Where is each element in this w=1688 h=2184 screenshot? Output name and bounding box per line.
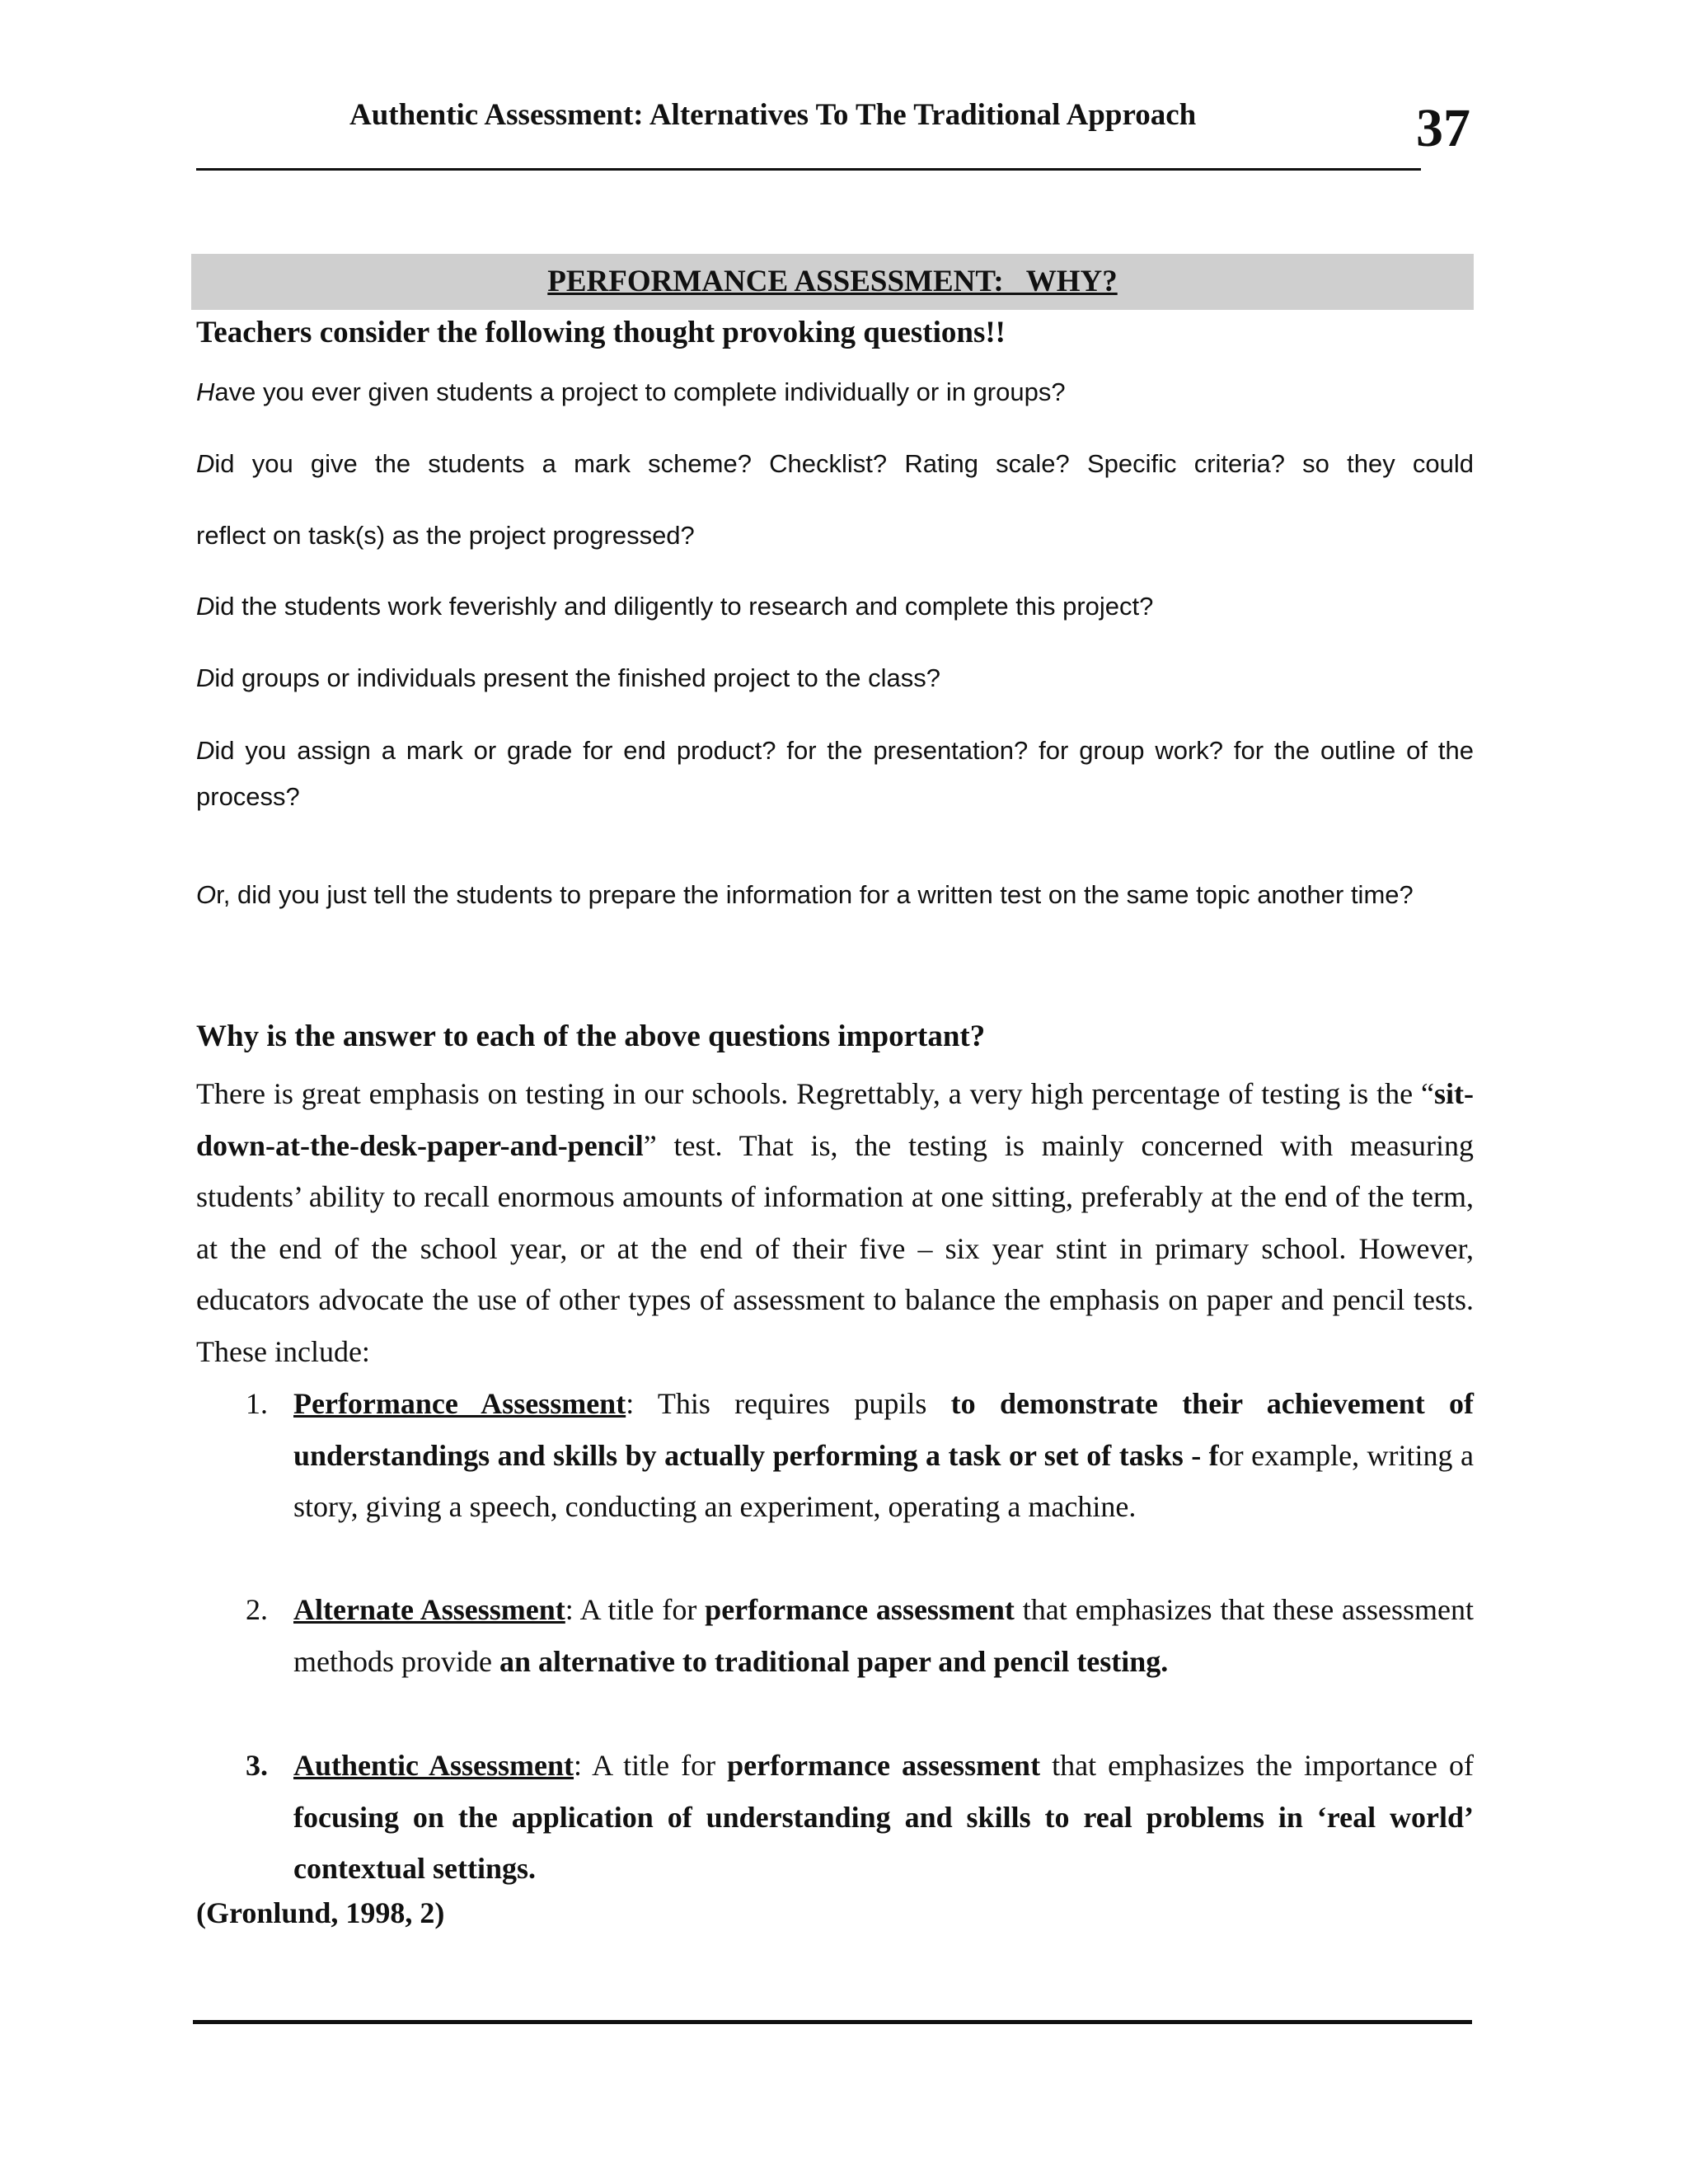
- citation: (Gronlund, 1998, 2): [196, 1896, 445, 1929]
- body-paragraph: [196, 1068, 1474, 1377]
- question-text: id groups or individuals present the finished project to the class?: [214, 663, 940, 692]
- paragraph-text: ” test. That is, the testing is mainly concerned with measuring students’ ability to recall enormous amounts of information at one sitting, preferably at the end of the term, at the end of the school year, or at the end of their five – six year stint in primary school. However, educators advocate the use of other types of assessment to balance the emphasis on paper and pencil tests. These include:: [196, 1128, 1474, 1368]
- question-text: id the students work feverishly and diligently to research and complete this project?: [214, 592, 1154, 621]
- question-text: r, did you just tell the students to prepare the information for a written test on the same topic another time?: [216, 880, 1414, 909]
- item-term: Alternate Assessment: [293, 1593, 565, 1626]
- item-text: : A title for: [574, 1749, 728, 1782]
- question-text: ave you ever given students a project to complete individually or in groups?: [214, 377, 1066, 406]
- item-number: 1.: [246, 1387, 268, 1420]
- question-4: [196, 654, 1474, 702]
- drop-letter: D: [196, 736, 215, 765]
- question-text: id you give the students a mark scheme? Checklist? Rating scale? Specific criteria? so they could: [214, 449, 1474, 478]
- item-body: [293, 1378, 1474, 1533]
- question-2: [196, 440, 1474, 488]
- item-text: that emphasizes the importance of: [1040, 1749, 1474, 1782]
- question-6: [196, 872, 1474, 918]
- running-head: Authentic Assessment: Alternatives To The Traditional Approach: [349, 98, 1197, 132]
- why-heading: Why is the answer to each of the above questions important?: [196, 1019, 986, 1053]
- item-emphasis: focusing on the application of understanding and skills to real problems in ‘real world’ contextual settings.: [293, 1800, 1474, 1885]
- item-emphasis: an alternative to traditional paper and pencil testing.: [499, 1644, 1169, 1678]
- question-2-continued: [196, 512, 1474, 560]
- question-1: [196, 368, 1474, 416]
- drop-letter: D: [196, 592, 215, 621]
- drop-letter: D: [196, 663, 215, 692]
- header-rule: [196, 168, 1421, 171]
- item-body: [293, 1740, 1474, 1895]
- item-emphasis: performance assessment: [727, 1749, 1041, 1782]
- item-emphasis: to demonstrate their achievement of understandings and skills by actually performing a task or set of tasks - f: [293, 1387, 1475, 1472]
- item-text: that emphasizes that these assessment methods provide: [293, 1593, 1474, 1678]
- item-number: 2.: [246, 1593, 268, 1626]
- item-term: Authentic Assessment: [293, 1749, 574, 1782]
- drop-letter: O: [196, 880, 217, 909]
- question-3: [196, 583, 1474, 630]
- footer-rule: [193, 2020, 1472, 2024]
- question-text: id you assign a mark or grade for end product? for the presentation? for group work? for the outline of the process?: [196, 736, 1474, 811]
- section-title: PERFORMANCE ASSESSMENT: WHY?: [547, 265, 1118, 298]
- intro-heading: Teachers consider the following thought provoking questions!!: [196, 316, 1006, 349]
- item-text: : A title for: [565, 1593, 706, 1626]
- item-number: 3.: [246, 1749, 268, 1782]
- list-item-1: [196, 1378, 1474, 1533]
- item-text: : This requires pupils: [626, 1387, 951, 1420]
- drop-letter: D: [196, 449, 215, 478]
- drop-letter: H: [196, 377, 215, 406]
- item-body: [293, 1584, 1474, 1687]
- list-item-3: [196, 1740, 1474, 1895]
- list-item-2: [196, 1584, 1474, 1687]
- paragraph-emphasis: sit-down-at-the-desk-paper-and-pencil: [196, 1077, 1474, 1162]
- paragraph-text: There is great emphasis on testing in our schools. Regrettably, a very high percentage of testing is the “: [196, 1077, 1434, 1110]
- item-emphasis: performance assessment: [705, 1593, 1015, 1626]
- question-5: [196, 728, 1474, 820]
- item-term: Performance Assessment: [293, 1387, 626, 1420]
- section-banner: [191, 254, 1474, 310]
- question-text: reflect on task(s) as the project progressed?: [196, 521, 695, 550]
- item-text: or example, writing a story, giving a speech, conducting an experiment, operating a machine.: [293, 1438, 1474, 1523]
- page-number: 37: [1416, 98, 1470, 158]
